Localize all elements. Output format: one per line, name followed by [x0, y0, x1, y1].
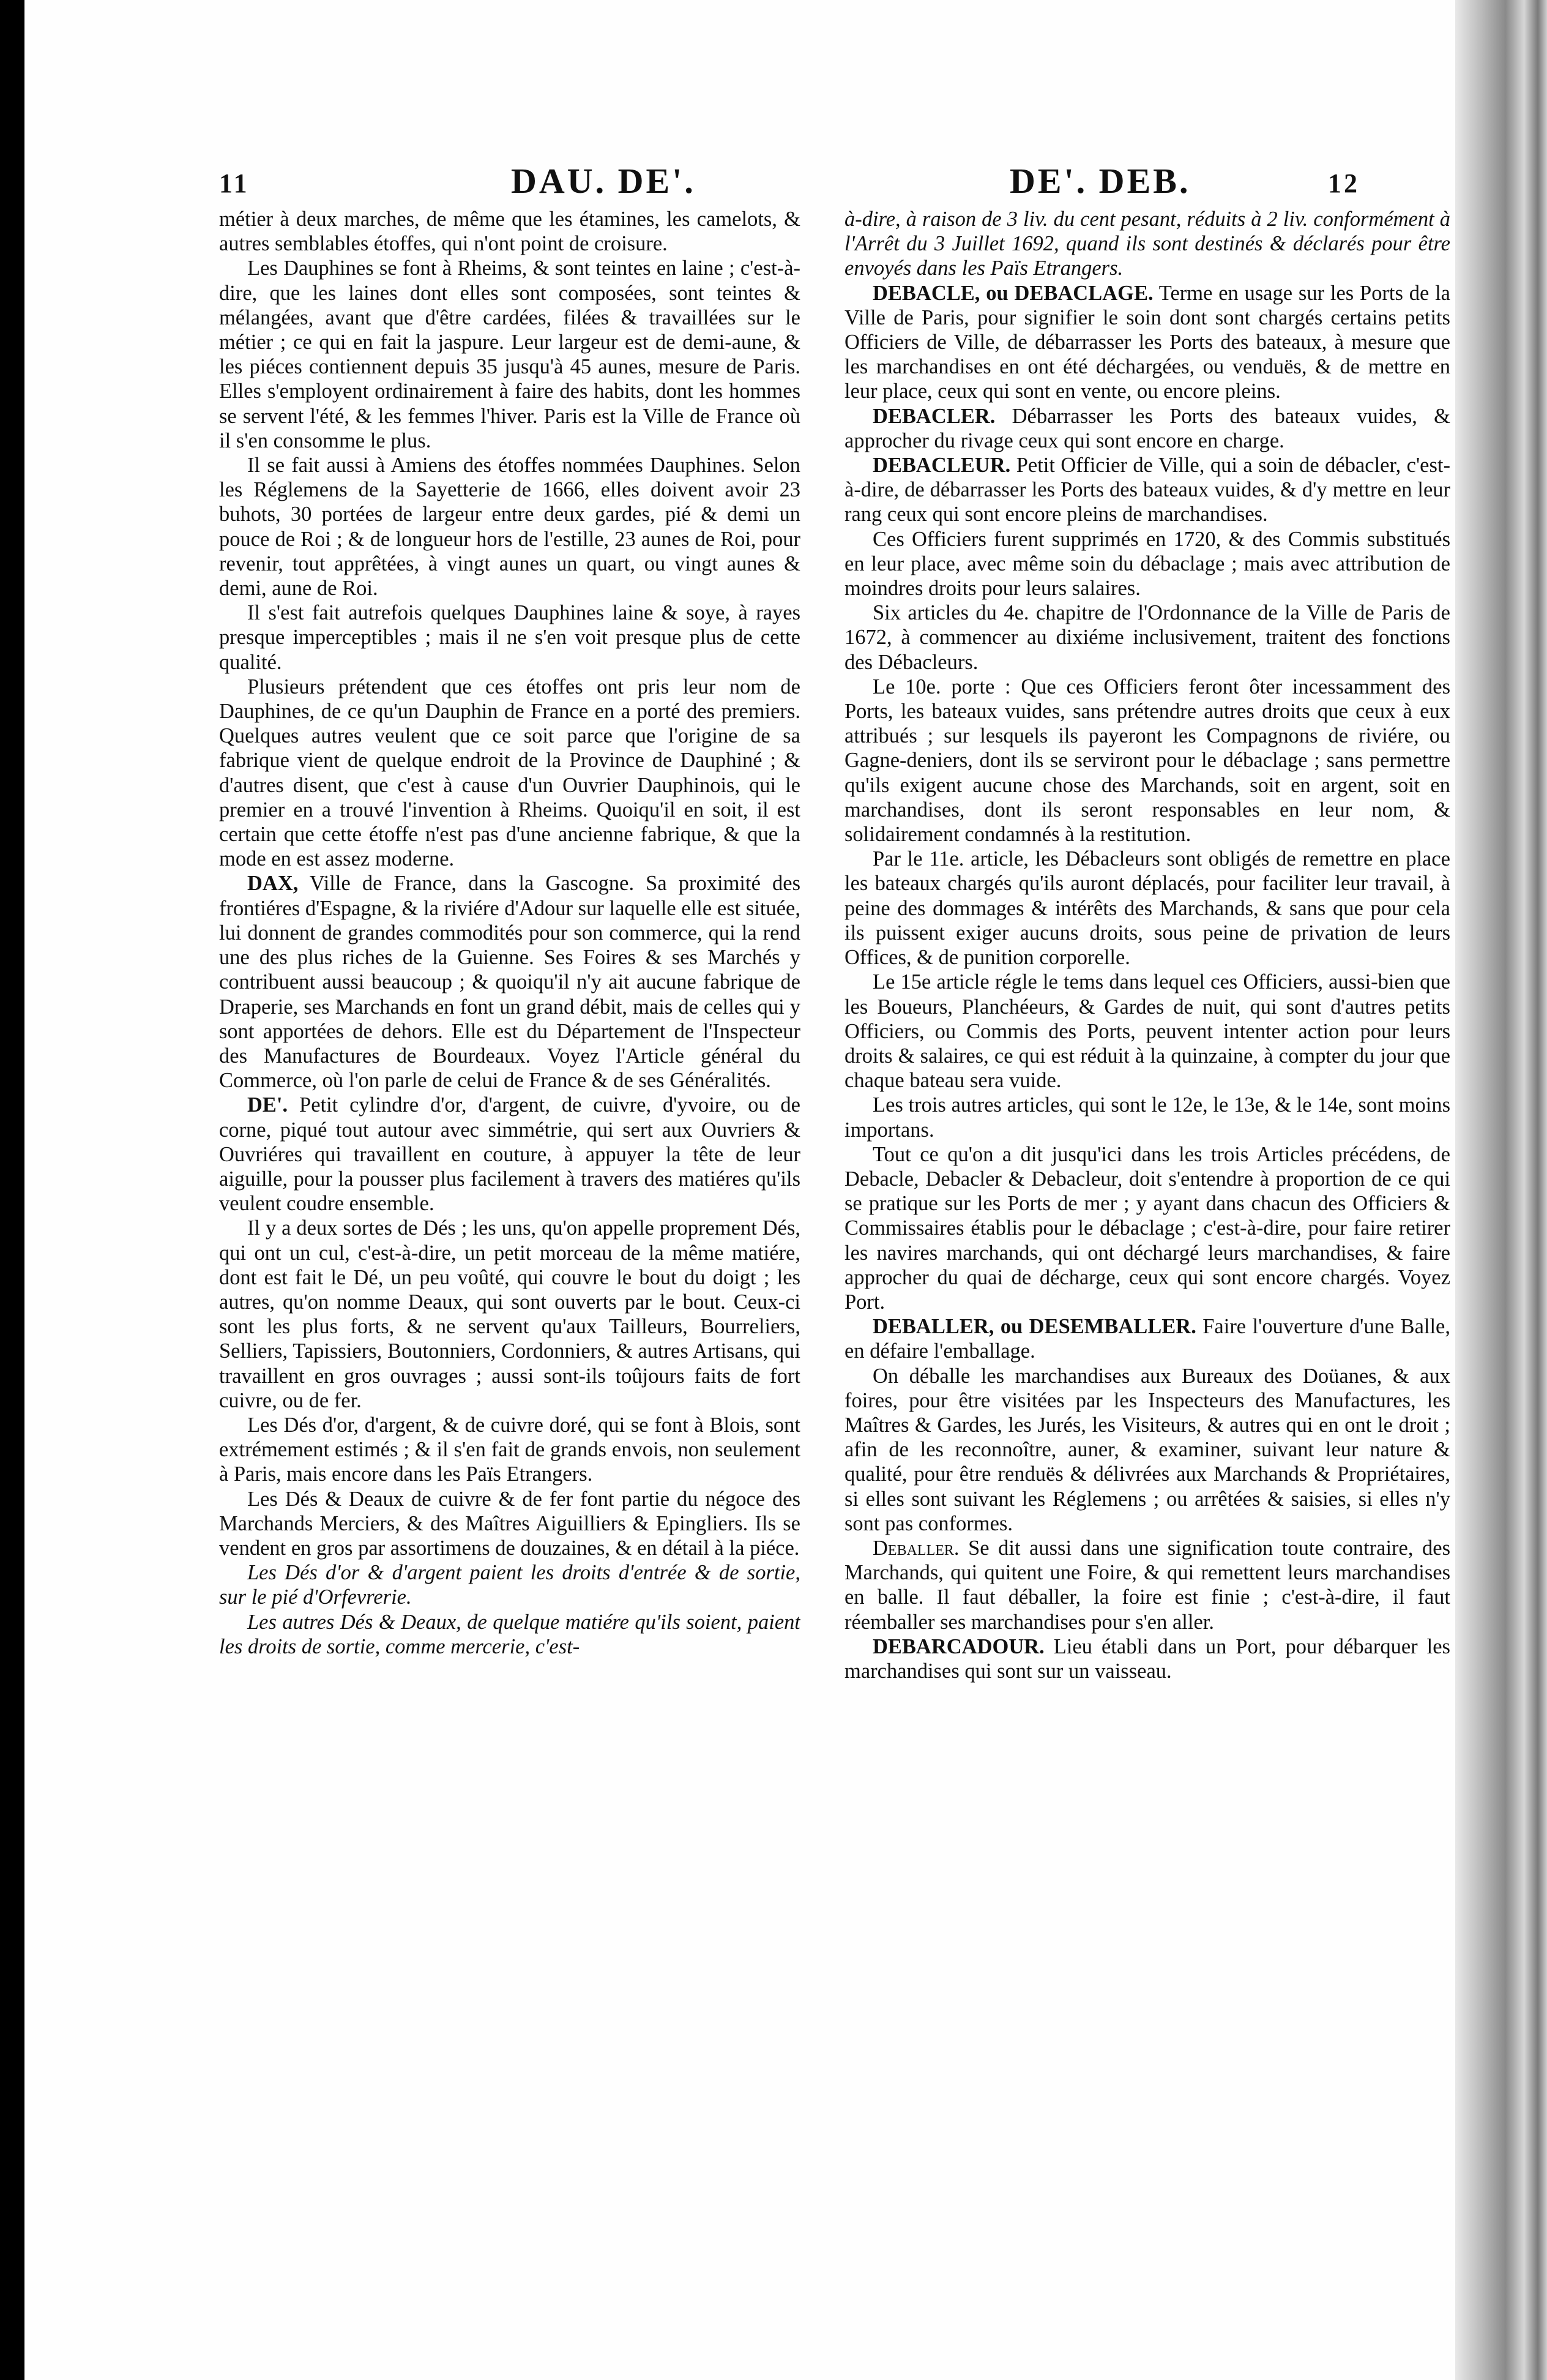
paragraph: [844, 847, 1450, 970]
scan-binding-shadow: [1455, 0, 1547, 2380]
entry-headword: DAX,: [247, 872, 299, 896]
paragraph: [219, 1216, 800, 1413]
paragraph: [844, 1634, 1450, 1683]
running-head-left: DAU. DE'.: [511, 161, 696, 201]
paragraph-text: Se dit aussi dans une signification toute contraire, des Marchands, qui quitent une Foire, & qui remettent leurs marchandises en balle. Il faut déballer, la foire est finie ; c'est-à-dire, il faut réemballer ses marchandises pour s'en aller.: [844, 1536, 1450, 1634]
paragraph-text: Ces Officiers furent supprimés en 1720, & des Commis substitués en leur place, avec même soin du débaclage ; mais avec attribution de moindres droits pour leurs salaires.: [844, 527, 1450, 601]
paragraph-text: Ville de France, dans la Gascogne. Sa proximité des frontiéres d'Espagne, & la riviére d'Adour sur laquelle elle est située, lui donnent de grandes commodités pour son commerce, qui la rend une des plus riches de la Guienne. Ses Foires & ses Marchés y contribuent aussi beaucoup ; & quoiqu'il n'y ait aucune fabrique de Draperie, ses Marchands en font un grand débit, mais de celles qui y sont apportées de dehors. Elle est du Département de l'Inspecteur des Manufactures de Bourdeaux. Voyez l'Article général du Commerce, où l'on parle de celui de France & de ses Généralités.: [219, 872, 800, 1093]
paragraph-text: Débarrasser les Ports des bateaux vuides, & approcher du rivage ceux qui sont encore en charge.: [844, 404, 1450, 452]
paragraph-text: Lieu établi dans un Port, pour débarquer les marchandises qui sont sur un vaisseau.: [844, 1634, 1450, 1683]
paragraph: [219, 871, 800, 1093]
paragraph-text: Le 10e. porte : Que ces Officiers feront ôter incessamment des Ports, les bateaux vuides, sans prétendre autres droits que ceux à eux attribués ; sur lesquels ils payeront les Compagnons de riviére, ou Gagne-deniers, dont ils se serviront pour le débaclage ; sans permettre qu'ils exigent aucune chose des Marchands, soit en argent, soit en marchandises, dont ils seront responsables en leur nom, & solidairement condamnés à la restitution.: [844, 675, 1450, 847]
paragraph-text: Les Dauphines se font à Rheims, & sont teintes en laine ; c'est-à-dire, que les laines dont elles sont composées, sont teintes & mélangées, avant que d'être cardées, filées & travaillées sur le métier ; ce qui en fait la jaspure. Leur largeur est de demi-aune, & les piéces contiennent depuis 35 jusqu'à 45 aunes, mesure de Paris. Elles s'employent ordinairement à faire des habits, dont les hommes se servent l'été, & les femmes l'hiver. Paris est la Ville de France où il s'en consomme le plus.: [219, 256, 800, 452]
entry-headword: DEBALLER, ou DESEMBALLER.: [873, 1315, 1196, 1339]
right-column: [844, 207, 1450, 2300]
entry-headword: DEBACLE, ou DEBACLAGE.: [873, 281, 1154, 305]
paragraph: [219, 453, 800, 601]
left-column: [219, 207, 800, 2300]
paragraph: [844, 1536, 1450, 1634]
paragraph-text: Plusieurs prétendent que ces étoffes ont pris leur nom de Dauphines, de ce qu'un Dauphin de France en a porté des premiers. Quelques autres veulent que ce soit parce que l'origine de sa fabrique vient de quelque endroit de la Province de Dauphiné ; & d'autres disent, que c'est à cause d'un Ouvrier Dauphinois, qui le premier en a trouvé l'invention à Rheims. Quoiqu'il en soit, il est certain que cette étoffe n'est pas d'une ancienne fabrique, & que la mode en est assez moderne.: [219, 675, 800, 871]
paragraph: [844, 1093, 1450, 1142]
paragraph: [219, 1413, 800, 1487]
paragraph-text: Petit Officier de Ville, qui a soin de débacler, c'est-à-dire, de débarrasser les Ports des bateaux vuides, & d'y mettre en leur rang ceux qui sont encore pleins de marchandises.: [844, 454, 1450, 526]
paragraph: [844, 527, 1450, 601]
entry-headword: Deballer.: [873, 1536, 960, 1560]
entry-headword: DEBARCADOUR.: [873, 1634, 1045, 1658]
entry-headword: DE'.: [247, 1093, 288, 1117]
entry-headword: DEBACLEUR.: [873, 454, 1011, 477]
paragraph: [844, 675, 1450, 847]
paragraph-text: Il y a deux sortes de Dés ; les uns, qu'on appelle proprement Dés, qui ont un cul, c'est-à-dire, un petit morceau de la même matiére, dont est fait le Dé, un peu voûté, qui couvre le bout du doigt ; les autres, qu'on nomme Deaux, qui sont ouverts par le bout. Ceux-ci sont les plus forts, & ne servent qu'aux Tailleurs, Bourreliers, Selliers, Tapissiers, Boutonniers, Cordonniers, & autres Artisans, qui travaillent en gros ouvrages ; aussi sont-ils toûjours faits de fort cuivre, ou de fer.: [219, 1216, 800, 1412]
paragraph-text: Tout ce qu'on a dit jusqu'ici dans les trois Articles précédens, de Debacle, Debacler & Debacleur, doit s'entendre à proportion de ce qui se pratique sur les Ports de mer ; y ayant dans chacun des Officiers & Commissaires établis pour le débaclage ; c'est-à-dire, pour faire retirer les navires marchands, qui ont déchargé leurs marchandises, & faire approcher du quai de décharge, ceux qui sont encore chargés. Voyez Port.: [844, 1142, 1450, 1314]
paragraph-text: Les autres Dés & Deaux, de quelque matiére qu'ils soient, paient les droits de sortie, comme mercerie, c'est-: [219, 1610, 800, 1658]
paragraph: [844, 207, 1450, 281]
paragraph: [844, 1142, 1450, 1314]
paragraph-text: Les Dés & Deaux de cuivre & de fer font partie du négoce des Marchands Merciers, & des Maîtres Aiguilliers & Epingliers. Ils se vendent en gros par assortimens de douzaines, & en détail à la piéce.: [219, 1487, 800, 1560]
paragraph-text: Les trois autres articles, qui sont le 12e, le 13e, & le 14e, sont moins importans.: [844, 1093, 1450, 1142]
paragraph: [219, 256, 800, 453]
paragraph-text: à-dire, à raison de 3 liv. du cent pesant, réduits à 2 liv. conformément à l'Arrêt du 3 Juillet 1692, quand ils sont destinés & déclarés pour être envoyés dans les Païs Etrangers.: [844, 208, 1450, 280]
scan-border-left: [0, 0, 24, 2380]
page-number-left: 11: [219, 168, 250, 198]
paragraph: [219, 1610, 800, 1659]
paragraph: [219, 1093, 800, 1216]
paragraph: [219, 1560, 800, 1609]
paragraph-text: métier à deux marches, de même que les étamines, les camelots, & autres semblables étoffes, qui n'ont point de croisure.: [219, 208, 800, 256]
paragraph-text: On déballe les marchandises aux Bureaux des Doüanes, & aux foires, pour être visitées par les Inspecteurs des Manufactures, les Maîtres & Gardes, les Jurés, les Visiteurs, & autres qui en ont le droit ; afin de les reconnoître, auner, & examiner, suivant leur nature & qualité, pour être renduës & délivrées aux Marchands & Propriétaires, si elles sont suivant les Réglemens ; ou arrêtées & saisies, si elles n'y sont pas conformes.: [844, 1364, 1450, 1535]
paragraph-text: Petit cylindre d'or, d'argent, de cuivre, d'yvoire, ou de corne, piqué tout autour avec simmétrie, qui sert aux Ouvriers & Ouvriéres qui travaillent en couture, à appuyer la tête de leur aiguille, pour la pousser plus facilement à travers des matiéres qu'ils veulent coudre ensemble.: [219, 1093, 800, 1216]
paragraph-text: Il s'est fait autrefois quelques Dauphines laine & soye, à rayes presque imperceptibles ; mais il ne s'en voit presque plus de cette qualité.: [219, 601, 800, 674]
paragraph: [219, 1487, 800, 1561]
paragraph: [844, 453, 1450, 527]
running-header: [24, 160, 1455, 209]
paragraph: [219, 675, 800, 872]
paragraph: [844, 970, 1450, 1093]
paragraph-text: Les Dés d'or, d'argent, & de cuivre doré, qui se font à Blois, sont extrémement estimés ; & il s'en fait de grands envois, non seulement à Paris, mais encore dans les Païs Etrangers.: [219, 1413, 800, 1486]
paragraph-text: Six articles du 4e. chapitre de l'Ordonnance de la Ville de Paris de 1672, à commencer au dixiéme inclusivement, traitent des fonctions des Débacleurs.: [844, 601, 1450, 674]
paragraph: [844, 281, 1450, 404]
entry-headword: DEBACLER.: [873, 404, 996, 428]
paragraph: [844, 1364, 1450, 1536]
paragraph-text: Faire l'ouverture d'une Balle, en défaire l'emballage.: [844, 1315, 1450, 1363]
paragraph: [844, 1314, 1450, 1363]
running-head-right: DE'. DEB.: [1010, 161, 1191, 201]
paragraph-text: Par le 11e. article, les Débacleurs sont obligés de remettre en place les bateaux chargés qu'ils auront déplacés, pour faciliter leur travail, à peine des dommages & intérêts des Marchands, & sans que pour cela ils puissent exiger aucuns droits, sous peine de privation de leurs Offices, & de punition corporelle.: [844, 847, 1450, 970]
paragraph: [219, 207, 800, 256]
page-number-right: 12: [1328, 168, 1360, 198]
paragraph-text: Le 15e article régle le tems dans lequel ces Officiers, aussi-bien que les Boueurs, Planchéeurs, & Gardes de nuit, qui sont d'autres petits Officiers, ou Commis des Ports, peuvent intenter action pour leurs droits & salaires, ce qui est réduit à la quinzaine, à compter du jour que chaque bateau sera vuide.: [844, 970, 1450, 1093]
paragraph-text: Il se fait aussi à Amiens des étoffes nommées Dauphines. Selon les Réglemens de la Sayetterie de 1666, elles doivent avoir 23 buhots, 30 portées de largeur entre deux gardes, pié & demi un pouce de Roi ; & de longueur hors de l'estille, 23 aunes de Roi, pour revenir, tout apprêtées, à vingt aunes un quart, ou vingt aunes & demi, aune de Roi.: [219, 454, 800, 601]
paragraph: [844, 601, 1450, 675]
paragraph-text: Terme en usage sur les Ports de la Ville de Paris, pour signifier le soin dont sont chargés certains petits Officiers de Ville, de débarrasser les Ports des bateaux, à mesure que les marchandises en ont été déchargées, ou venduës, & de mettre en leur place, ceux qui sont en vente, ou encore pleins.: [844, 281, 1450, 403]
paragraph-text: Les Dés d'or & d'argent paient les droits d'entrée & de sortie, sur le pié d'Orfevrerie.: [219, 1561, 800, 1609]
paragraph: [219, 601, 800, 675]
book-page: [24, 0, 1455, 2380]
paragraph: [844, 404, 1450, 453]
